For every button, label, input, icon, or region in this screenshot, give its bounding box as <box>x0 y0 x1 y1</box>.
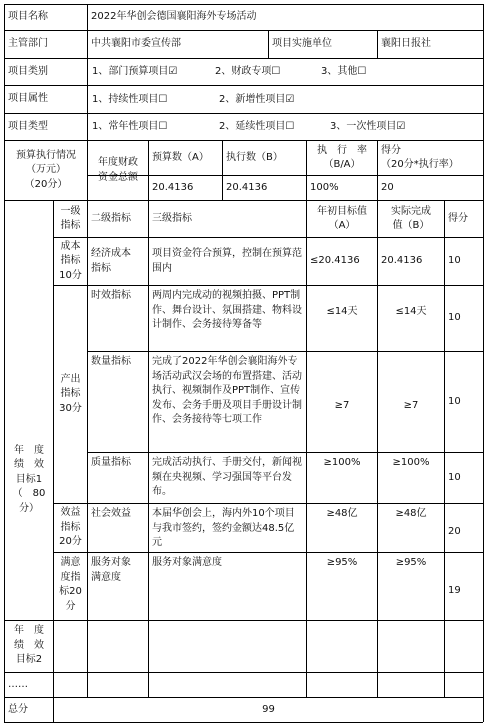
executed-amount-value: 20.4136 <box>226 181 268 193</box>
level3-indicator-header: 三级指标 <box>152 212 192 224</box>
dept-label: 主管部门 <box>8 38 48 50</box>
quality-actual: ≥100% <box>392 457 430 468</box>
budget-amount-header: 预算数（A） <box>152 151 209 163</box>
level2-indicator-header: 二级指标 <box>91 212 131 224</box>
budget-amount-value: 20.4136 <box>152 181 194 193</box>
economic-cost-target: ≤20.4136 <box>310 255 360 267</box>
timeliness-actual: ≤14天 <box>395 305 427 317</box>
timeliness-label: 时效指标 <box>91 290 131 301</box>
economic-cost-actual: 20.4136 <box>381 255 423 267</box>
service-satisfaction-score: 19 <box>448 584 461 596</box>
satisfaction-indicator-label: 满意 度指 标20 分 <box>59 557 82 612</box>
dept-value: 中共襄阳市委宣传部 <box>91 38 181 50</box>
project-name-label: 项目名称 <box>8 11 48 23</box>
type-option-one-time: 3、一次性项目☑ <box>330 121 406 132</box>
total-score-label: 总分 <box>8 703 28 715</box>
target-value-header: 年初目标值 （A） <box>317 205 367 231</box>
social-benefit-description: 本届华创会上，海内外10个项目与我市签约，签约金额达48.5亿元 <box>152 508 295 548</box>
quantity-label: 数量指标 <box>91 356 131 367</box>
economic-cost-label: 经济成本 指标 <box>91 248 131 274</box>
type-option-annual: 1、常年性项目☐ <box>92 121 168 132</box>
economic-cost-description: 项目资金符合预算，控制在预算范围内 <box>152 248 302 274</box>
attribute-option-continuous: 1、持续性项目☐ <box>92 94 168 105</box>
grid-line <box>483 4 484 722</box>
impl-unit-value: 襄阳日报社 <box>381 38 431 50</box>
execution-rate-value: 100% <box>310 181 339 193</box>
timeliness-score: 10 <box>448 312 461 324</box>
cost-indicator-label: 成本 指标 10分 <box>59 240 82 281</box>
executed-amount-header: 执行数（B） <box>226 151 283 163</box>
attribute-label: 项目属性 <box>8 93 48 105</box>
timeliness-description: 两周内完成动的视频拍摄、PPT制作、舞台设计、氛围搭建、物料设计制作、会务接待筹备等 <box>152 290 302 330</box>
impl-unit-label: 项目实施单位 <box>272 38 332 50</box>
type-option-extended: 2、延续性项目☐ <box>219 121 295 132</box>
category-label: 项目类别 <box>8 65 48 77</box>
timeliness-target: ≤14天 <box>326 305 358 317</box>
service-satisfaction-description: 服务对象满意度 <box>152 557 222 568</box>
social-benefit-actual: ≥48亿 <box>395 508 427 519</box>
budget-execution-label: 预算执行情况 （万元） （20分） <box>16 149 76 190</box>
execution-rate-header: 执 行 率 （B/A） <box>317 144 367 170</box>
actual-value-header: 实际完成 值（B） <box>391 205 431 231</box>
total-score-value: 99 <box>262 703 275 715</box>
service-satisfaction-label: 服务对象 满意度 <box>91 557 131 583</box>
service-satisfaction-actual: ≥95% <box>395 557 427 568</box>
level1-indicator-header: 一级 指标 <box>60 205 81 231</box>
category-option-special: 2、财政专项☐ <box>215 66 281 77</box>
project-name-value: 2022年华创会德国襄阳海外专场活动 <box>91 11 257 23</box>
type-label: 项目类型 <box>8 120 48 132</box>
ellipsis-row: …… <box>8 678 28 690</box>
social-benefit-label: 社会效益 <box>91 508 131 519</box>
social-benefit-target: ≥48亿 <box>326 508 358 519</box>
budget-score-header: 得分 （20分*执行率） <box>381 144 459 170</box>
quality-label: 质量指标 <box>91 457 131 468</box>
quantity-description: 完成了2022年华创会襄阳海外专场活动武汉会场的布置搭建、活动执行、视频制作及PPT制作、宣传发布、会务手册及项目手册设计制作、会务接待等七项工作 <box>152 356 302 425</box>
service-satisfaction-target: ≥95% <box>326 557 358 568</box>
annual-target-1-label: 年 度 绩 效 目标1 （ 80 分） <box>12 444 46 514</box>
quality-description: 完成活动执行、手册交付，新闻视频在央视频、学习强国等平台发布。 <box>152 457 302 497</box>
grid-line <box>4 620 483 621</box>
annual-fund-label: 年度财政 资金总额 <box>98 157 138 183</box>
social-benefit-score: 20 <box>448 526 461 538</box>
category-option-budget: 1、部门预算项目☑ <box>92 66 178 77</box>
output-indicator-label: 产出 指标 30分 <box>59 373 82 414</box>
quantity-target: ≥7 <box>334 400 350 412</box>
annual-target-2-label: 年 度 绩 效 目标2 <box>14 625 44 665</box>
budget-score-value: 20 <box>381 181 394 193</box>
attribute-option-new: 2、新增性项目☑ <box>219 94 295 105</box>
category-option-other: 3、其他☐ <box>321 66 367 77</box>
quality-target: ≥100% <box>323 457 361 468</box>
benefit-indicator-label: 效益 指标 20分 <box>59 507 82 548</box>
grid-line <box>4 672 483 673</box>
score-header: 得分 <box>448 212 468 224</box>
economic-cost-score: 10 <box>448 255 461 267</box>
quantity-actual: ≥7 <box>403 400 419 412</box>
quantity-score: 10 <box>448 395 461 407</box>
quality-score: 10 <box>448 471 461 483</box>
